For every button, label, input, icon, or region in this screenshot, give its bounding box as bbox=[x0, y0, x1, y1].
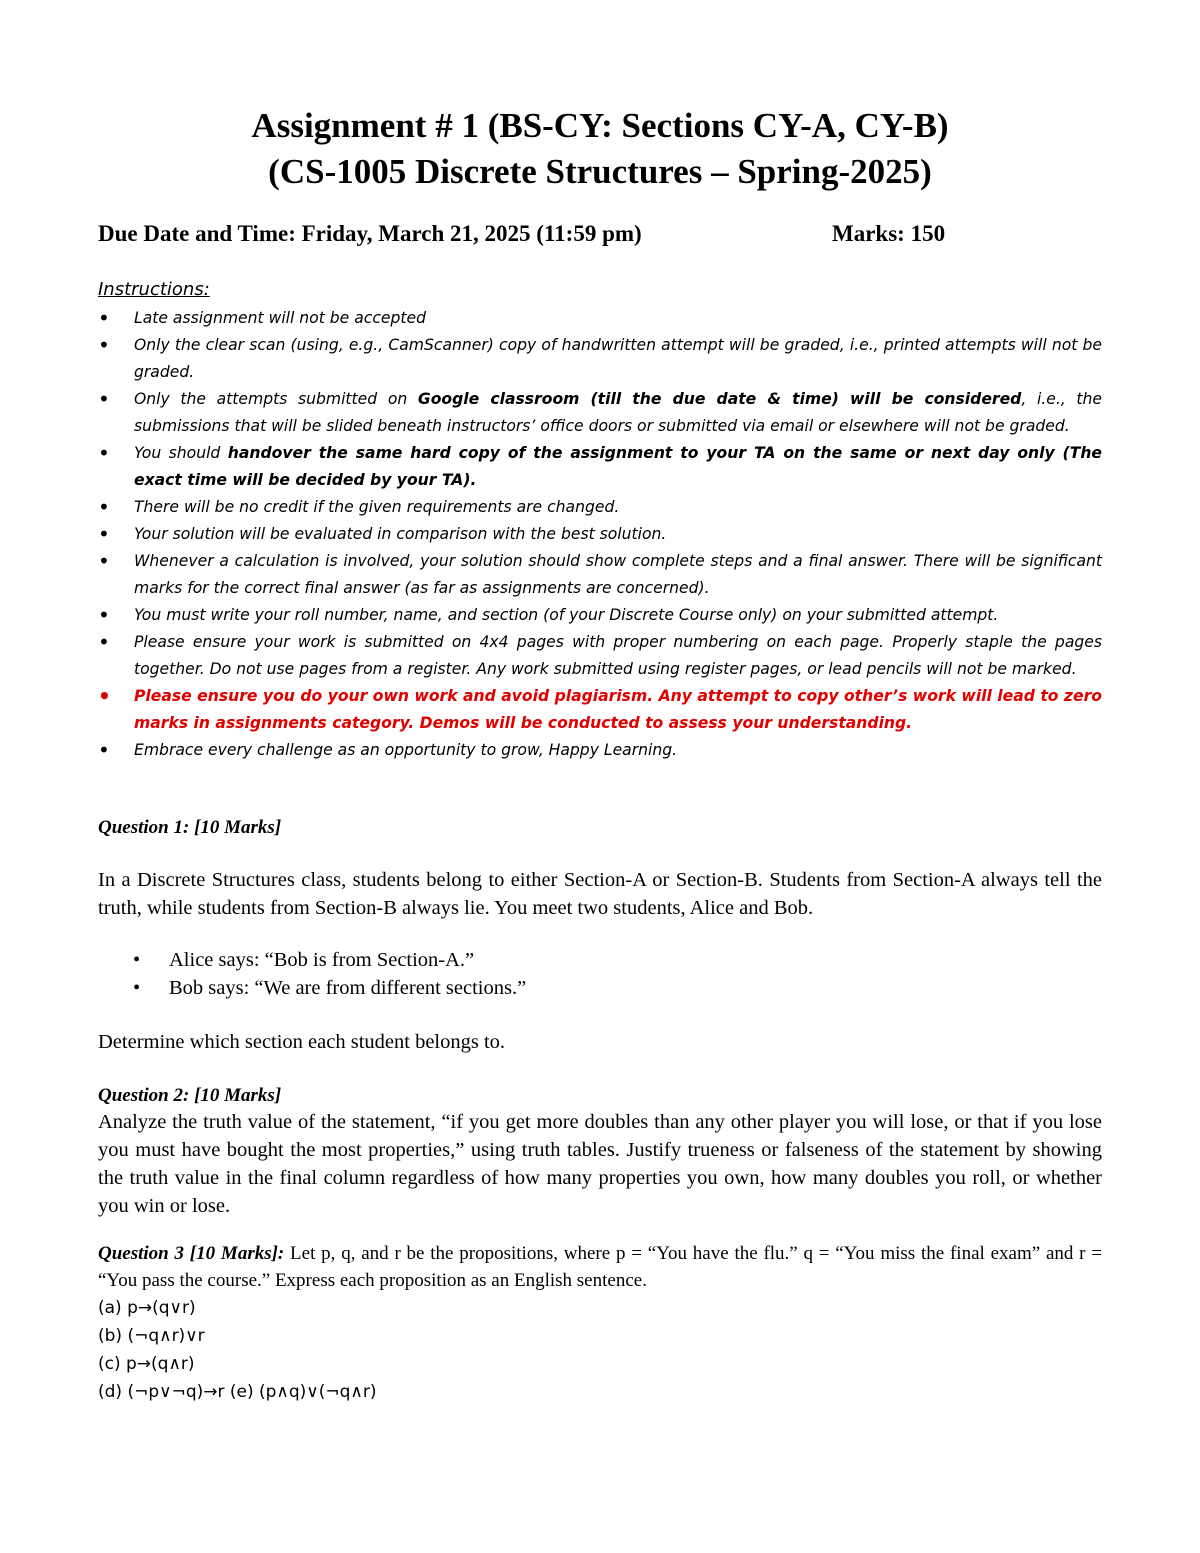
list-item: • Bob says: “We are from different sections.” bbox=[133, 974, 526, 1002]
plagiarism-warning: • Please ensure you do your own work and avoid plagiarism. Any attempt to copy other’s work will lead to zero marks in assignments category. Demos will be conducted to assess your understanding. bbox=[98, 683, 1102, 737]
instruction-item: • Only the clear scan (using, e.g., CamScanner) copy of handwritten attempt will be graded, i.e., printed attempts will not be graded. bbox=[98, 332, 1102, 386]
instruction-item: • Please ensure your work is submitted on 4x4 pages with proper numbering on each page. Properly staple the pages together. Do not use pages from a register. Any work submitted using register pages, or lead pencils will not be marked. bbox=[98, 629, 1102, 683]
instructions-list bbox=[98, 305, 1102, 764]
total-marks: Marks: 150 bbox=[832, 221, 946, 246]
instruction-item: • Embrace every challenge as an opportunity to grow, Happy Learning. bbox=[98, 737, 1102, 764]
question-1-task: Determine which section each student belongs to. bbox=[98, 1031, 506, 1053]
question-3 bbox=[98, 1240, 1102, 1406]
title-line-2: (CS-1005 Discrete Structures – Spring-2025) bbox=[268, 152, 932, 191]
instruction-item: • There will be no credit if the given requirements are changed. bbox=[98, 494, 1102, 521]
due-date: Due Date and Time: Friday, March 21, 2025 (11:59 pm) bbox=[98, 221, 642, 246]
due-date-line bbox=[98, 219, 1098, 249]
question-3-heading: Question 3 [10 Marks]: bbox=[98, 1243, 285, 1264]
instruction-item: • You should handover the same hard copy of the assignment to your TA on the same or next day only (The exact time will be decided by your TA). bbox=[98, 440, 1102, 494]
question-3-part-b: (b) (¬q∧r)∨r bbox=[98, 1326, 205, 1346]
question-1-text: In a Discrete Structures class, students belong to either Section-A or Section-B. Students from Section-A always tell the truth, while students from Section-B always lie. You meet two students, Alice and Bob. bbox=[98, 869, 1102, 919]
instruction-item: • You must write your roll number, name, and section (of your Discrete Course only) on your submitted attempt. bbox=[98, 602, 1102, 629]
instruction-item: • Late assignment will not be accepted bbox=[98, 305, 1102, 332]
title-line-1: Assignment # 1 (BS-CY: Sections CY-A, CY-B) bbox=[251, 106, 949, 145]
question-3-part-d: (d) (¬p∨¬q)→r (e) (p∧q)∨(¬q∧r) bbox=[98, 1382, 377, 1402]
list-item: • Alice says: “Bob is from Section-A.” bbox=[133, 946, 526, 974]
question-3-text: Let p, q, and r be the propositions, where p = “You have the flu.” q = “You miss the final exam” and r = “You pass the course.” Express each proposition as an English sentence. bbox=[98, 1243, 1102, 1291]
question-3-part-c: (c) p→(q∧r) bbox=[98, 1354, 195, 1374]
question-3-part-a: (a) p→(q∨r) bbox=[98, 1298, 196, 1318]
question-2-text: Analyze the truth value of the statement, “if you get more doubles than any other player you will lose, or that if you lose you must have bought the most properties,” using truth tables. Justify trueness or falseness of the statement by showing the truth value in the final column regardless of how many properties you own, how many doubles you roll, or whether you win or lose. bbox=[98, 1111, 1102, 1217]
instruction-item: • Your solution will be evaluated in comparison with the best solution. bbox=[98, 521, 1102, 548]
instruction-item: • Only the attempts submitted on Google classroom (till the due date & time) will be considered, i.e., the submissions that will be slided beneath instructors’ office doors or submitted via email or elsewhere will not be graded. bbox=[98, 386, 1102, 440]
instruction-item: • Whenever a calculation is involved, your solution should show complete steps and a final answer. There will be significant marks for the correct final answer (as far as assignments are concerned). bbox=[98, 548, 1102, 602]
question-1-statements bbox=[133, 946, 526, 1002]
question-2-heading: Question 2: [10 Marks] bbox=[98, 1085, 282, 1106]
question-1-heading: Question 1: [10 Marks] bbox=[98, 817, 282, 838]
instructions-heading: Instructions: bbox=[98, 279, 210, 300]
